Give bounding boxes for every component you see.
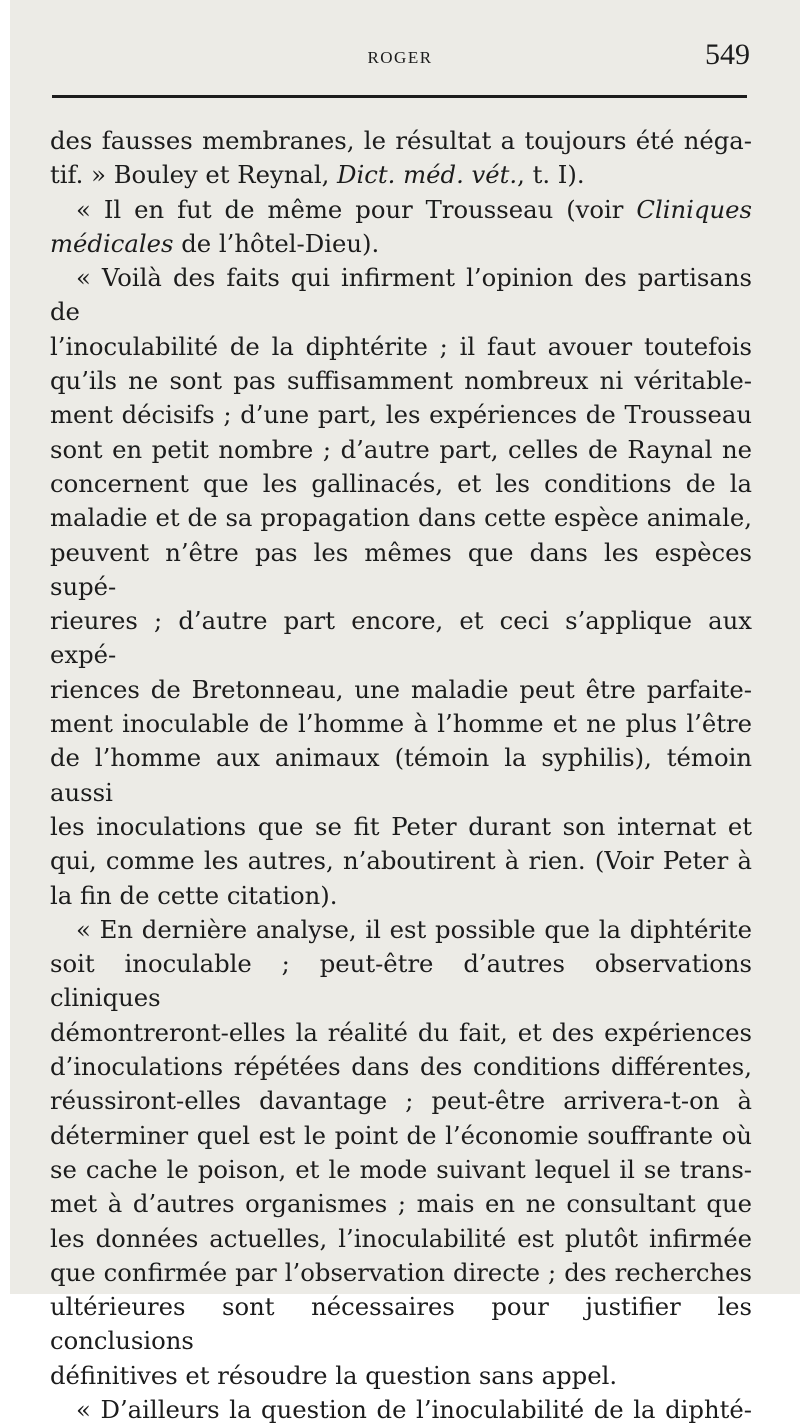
italic-citation: Dict. méd. vét. [337, 160, 518, 190]
text-line: des fausses membranes, le résultat a toujours été néga- [50, 126, 752, 155]
text-line: met à d’autres organismes ; mais en ne consultant que [50, 1189, 752, 1219]
text-line: de l’homme aux animaux (témoin la syphilis), témoin aussi [50, 743, 752, 807]
text-line: riences de Bretonneau, une maladie peut être parfaite- [50, 674, 752, 704]
text-line: se cache le poison, et le mode suivant lequel il se trans- [50, 1154, 752, 1184]
page-number: 549 [705, 38, 750, 71]
text-line: soit inoculable ; peut-être d’autres observations cliniques [50, 949, 752, 1013]
text-line: « En dernière analyse, il est possible que la diphtérite [76, 914, 752, 944]
text-line: ultérieures sont nécessaires pour justifier les conclusions [50, 1292, 752, 1356]
text-line: concernent que les gallinacés, et les conditions de la [50, 468, 752, 498]
text-line: l’inoculabilité de la diphtérite ; il faut avouer toutefois [50, 331, 752, 361]
text-line: rieures ; d’autre part encore, et ceci s’applique aux expé- [50, 606, 752, 670]
text-segment: de l’hôtel-Dieu). [173, 228, 380, 258]
text-line [50, 158, 752, 192]
text-line: qu’ils ne sont pas suffisamment nombreux ni véritable- [50, 366, 752, 396]
text-line: maladie et de sa propagation dans cette espèce animale, [50, 503, 752, 533]
italic-citation: Cliniques [636, 194, 752, 224]
text-line: que confirmée par l’observation directe ; des recherches [50, 1257, 752, 1287]
page-header [50, 38, 750, 78]
text-line: sont en petit nombre ; d’autre part, celles de Raynal ne [50, 434, 752, 464]
text-line: peuvent n’être pas les mêmes que dans les espèces supé- [50, 537, 752, 601]
italic-citation: médicales [50, 228, 174, 258]
text-line: « Voilà des faits qui infirment l’opinion des partisans de [50, 263, 752, 327]
page-margin [0, 0, 10, 1294]
text-line [50, 227, 752, 261]
text-line: démontreront-elles la réalité du fait, et des expériences [50, 1017, 752, 1047]
header-rule [52, 95, 747, 98]
text-line: la fin de cette citation). [50, 880, 338, 910]
text-segment: « Il en fut de même pour Trousseau (voir [76, 194, 637, 224]
text-line: ment inoculable de l’homme à l’homme et ne plus l’être [50, 709, 752, 739]
text-segment: , t. I). [517, 160, 585, 190]
text-line: les inoculations que se fit Peter durant son internat et [50, 811, 752, 841]
text-line: déterminer quel est le point de l’économie souffrante où [50, 1120, 752, 1150]
text-line: ment décisifs ; d’une part, les expériences de Trousseau [50, 400, 752, 430]
running-head: ROGER [367, 48, 433, 67]
text-line: définitives et résoudre la question sans appel. [50, 1360, 618, 1390]
body-text [50, 124, 752, 1427]
text-line: « D’ailleurs la question de l’inoculabilité de la diphté- [76, 1394, 752, 1424]
text-line: les données actuelles, l’inoculabilité est plutôt infirmée [50, 1223, 752, 1253]
text-line [50, 193, 752, 227]
text-segment: tif. » Bouley et Reynal, [50, 160, 338, 190]
text-line: réussiront-elles davantage ; peut-être arrivera-t-on à [50, 1086, 752, 1116]
text-line: d’inoculations répétées dans des conditions différentes, [50, 1052, 752, 1082]
text-line: qui, comme les autres, n’aboutirent à rien. (Voir Peter à [50, 846, 752, 876]
